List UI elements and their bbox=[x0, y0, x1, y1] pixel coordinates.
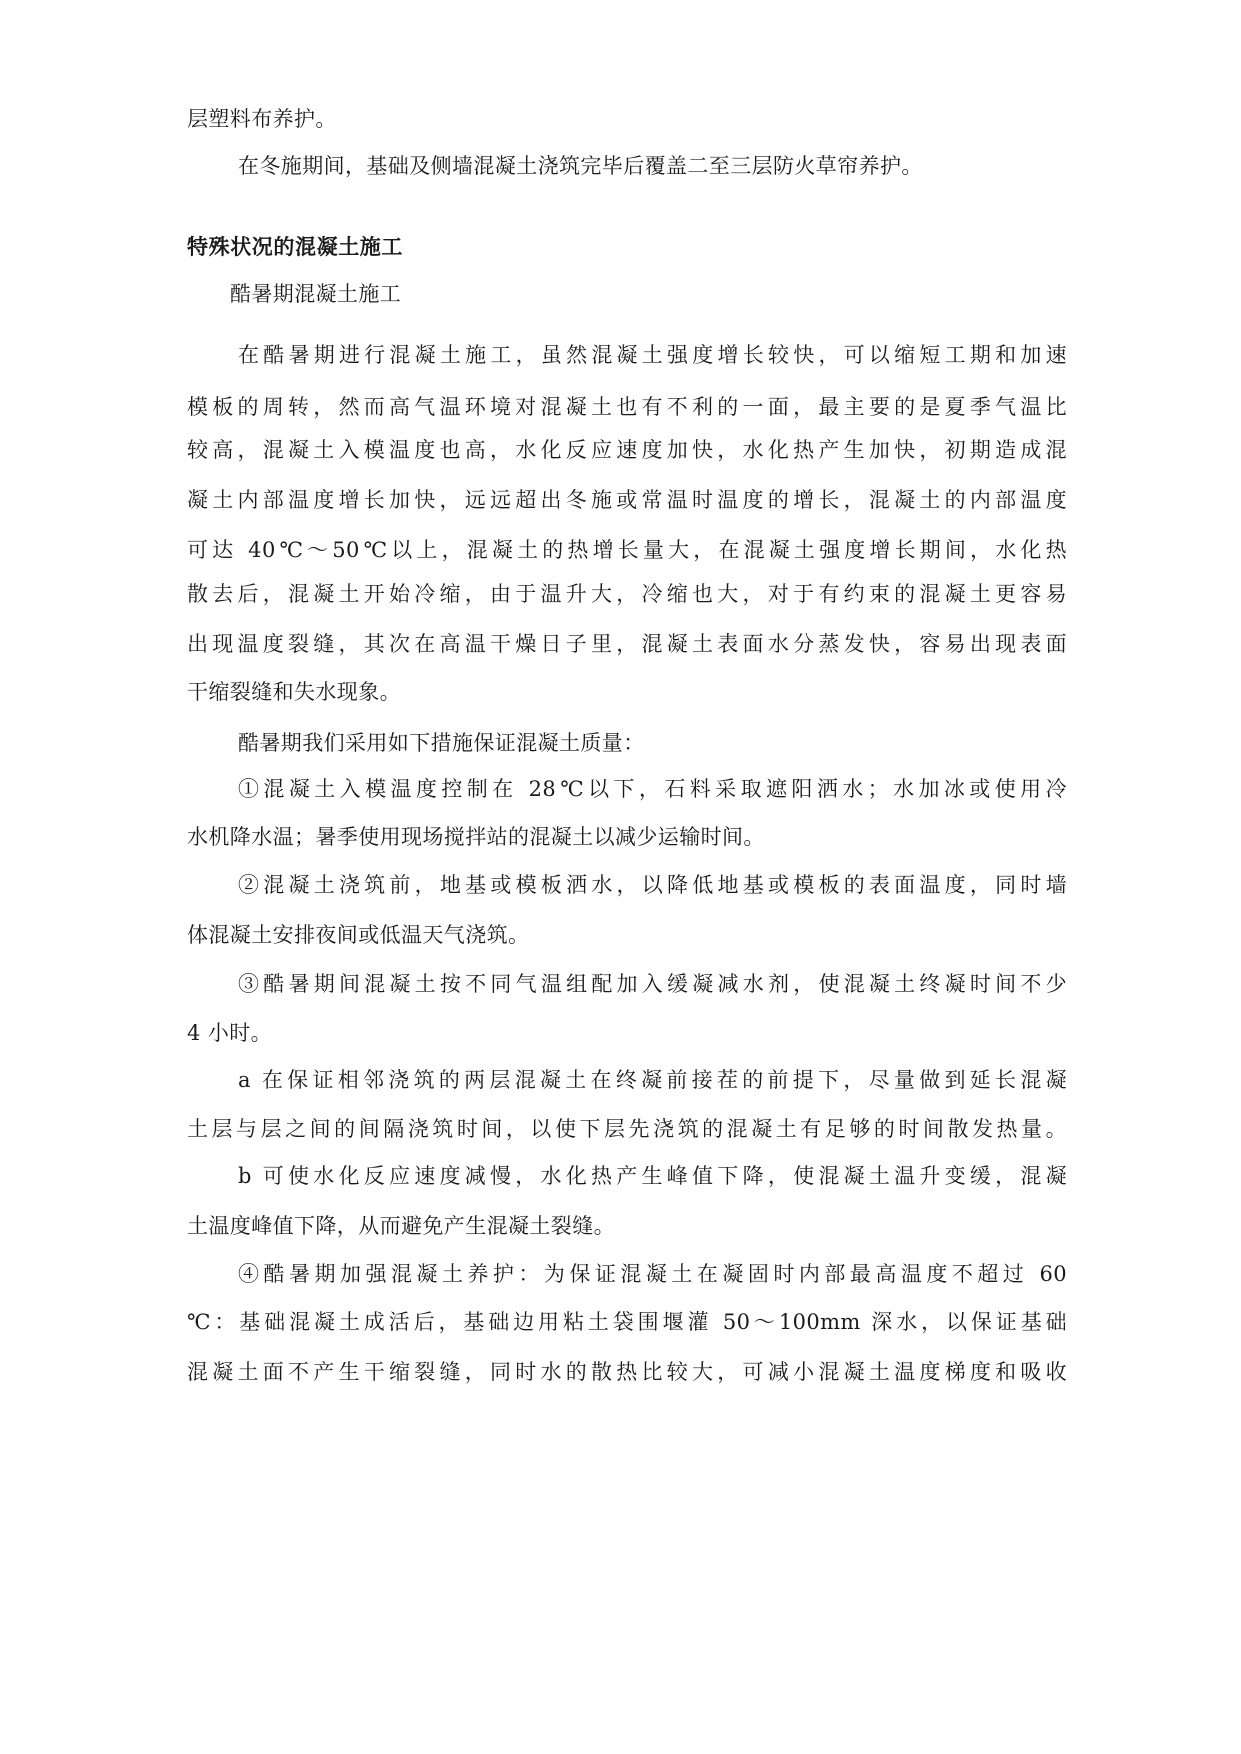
subsection-heading: 酷暑期混凝土施工 bbox=[230, 282, 402, 306]
paragraph-line: ④酷暑期加强混凝土养护：为保证混凝土在凝固时内部最高温度不超过 60 bbox=[238, 1262, 1067, 1286]
paragraph-line: 混凝土面不产生干缩裂缝，同时水的散热比较大，可减小混凝土温度梯度和吸收 bbox=[187, 1360, 1067, 1384]
paragraph-line: 模板的周转，然而高气温环境对混凝土也有不利的一面，最主要的是夏季气温比 bbox=[187, 395, 1067, 419]
paragraph-line: 4 小时。 bbox=[187, 1021, 273, 1045]
paragraph-line: 体混凝土安排夜间或低温天气浇筑。 bbox=[187, 923, 530, 947]
paragraph-line: 凝土内部温度增长加快，远远超出冬施或常温时温度的增长，混凝土的内部温度 bbox=[187, 488, 1067, 512]
paragraph-line: 土温度峰值下降，从而避免产生混凝土裂缝。 bbox=[187, 1214, 615, 1238]
paragraph-line: 较高，混凝土入模温度也高，水化反应速度加快，水化热产生加快，初期造成混 bbox=[187, 438, 1067, 462]
paragraph-line: 水机降水温；暑季使用现场搅拌站的混凝土以减少运输时间。 bbox=[187, 825, 765, 849]
paragraph-line: 酷暑期我们采用如下措施保证混凝土质量： bbox=[238, 731, 645, 755]
paragraph-line: 层塑料布养护。 bbox=[187, 107, 337, 131]
paragraph-line: a 在保证相邻浇筑的两层混凝土在终凝前接茬的前提下，尽量做到延长混凝 bbox=[238, 1068, 1067, 1092]
paragraph-line: 出现温度裂缝，其次在高温干燥日子里，混凝土表面水分蒸发快，容易出现表面 bbox=[187, 632, 1067, 656]
paragraph-line: 在酷暑期进行混凝土施工，虽然混凝土强度增长较快，可以缩短工期和加速 bbox=[238, 343, 1067, 367]
paragraph-line: ③酷暑期间混凝土按不同气温组配加入缓凝减水剂，使混凝土终凝时间不少 bbox=[238, 972, 1067, 996]
paragraph-line: ℃：基础混凝土成活后，基础边用粘土袋围堰灌 50～100mm 深水，以保证基础 bbox=[187, 1310, 1067, 1334]
paragraph-line: ②混凝土浇筑前，地基或模板洒水，以降低地基或模板的表面温度，同时墙 bbox=[238, 873, 1067, 897]
paragraph-line: b 可使水化反应速度减慢，水化热产生峰值下降，使混凝土温升变缓，混凝 bbox=[238, 1164, 1067, 1188]
paragraph-line: 在冬施期间，基础及侧墙混凝土浇筑完毕后覆盖二至三层防火草帘养护。 bbox=[238, 154, 923, 178]
paragraph-line: ①混凝土入模温度控制在 28℃以下，石料采取遮阳洒水；水加冰或使用冷 bbox=[238, 777, 1067, 801]
paragraph-line: 土层与层之间的间隔浇筑时间，以使下层先浇筑的混凝土有足够的时间散发热量。 bbox=[187, 1117, 1067, 1141]
section-heading: 特殊状况的混凝土施工 bbox=[187, 235, 403, 259]
paragraph-line: 散去后，混凝土开始冷缩，由于温升大，冷缩也大，对于有约束的混凝土更容易 bbox=[187, 582, 1067, 606]
paragraph-line: 干缩裂缝和失水现象。 bbox=[187, 680, 401, 704]
paragraph-line: 可达 40℃～50℃以上，混凝土的热增长量大，在混凝土强度增长期间，水化热 bbox=[187, 538, 1067, 562]
